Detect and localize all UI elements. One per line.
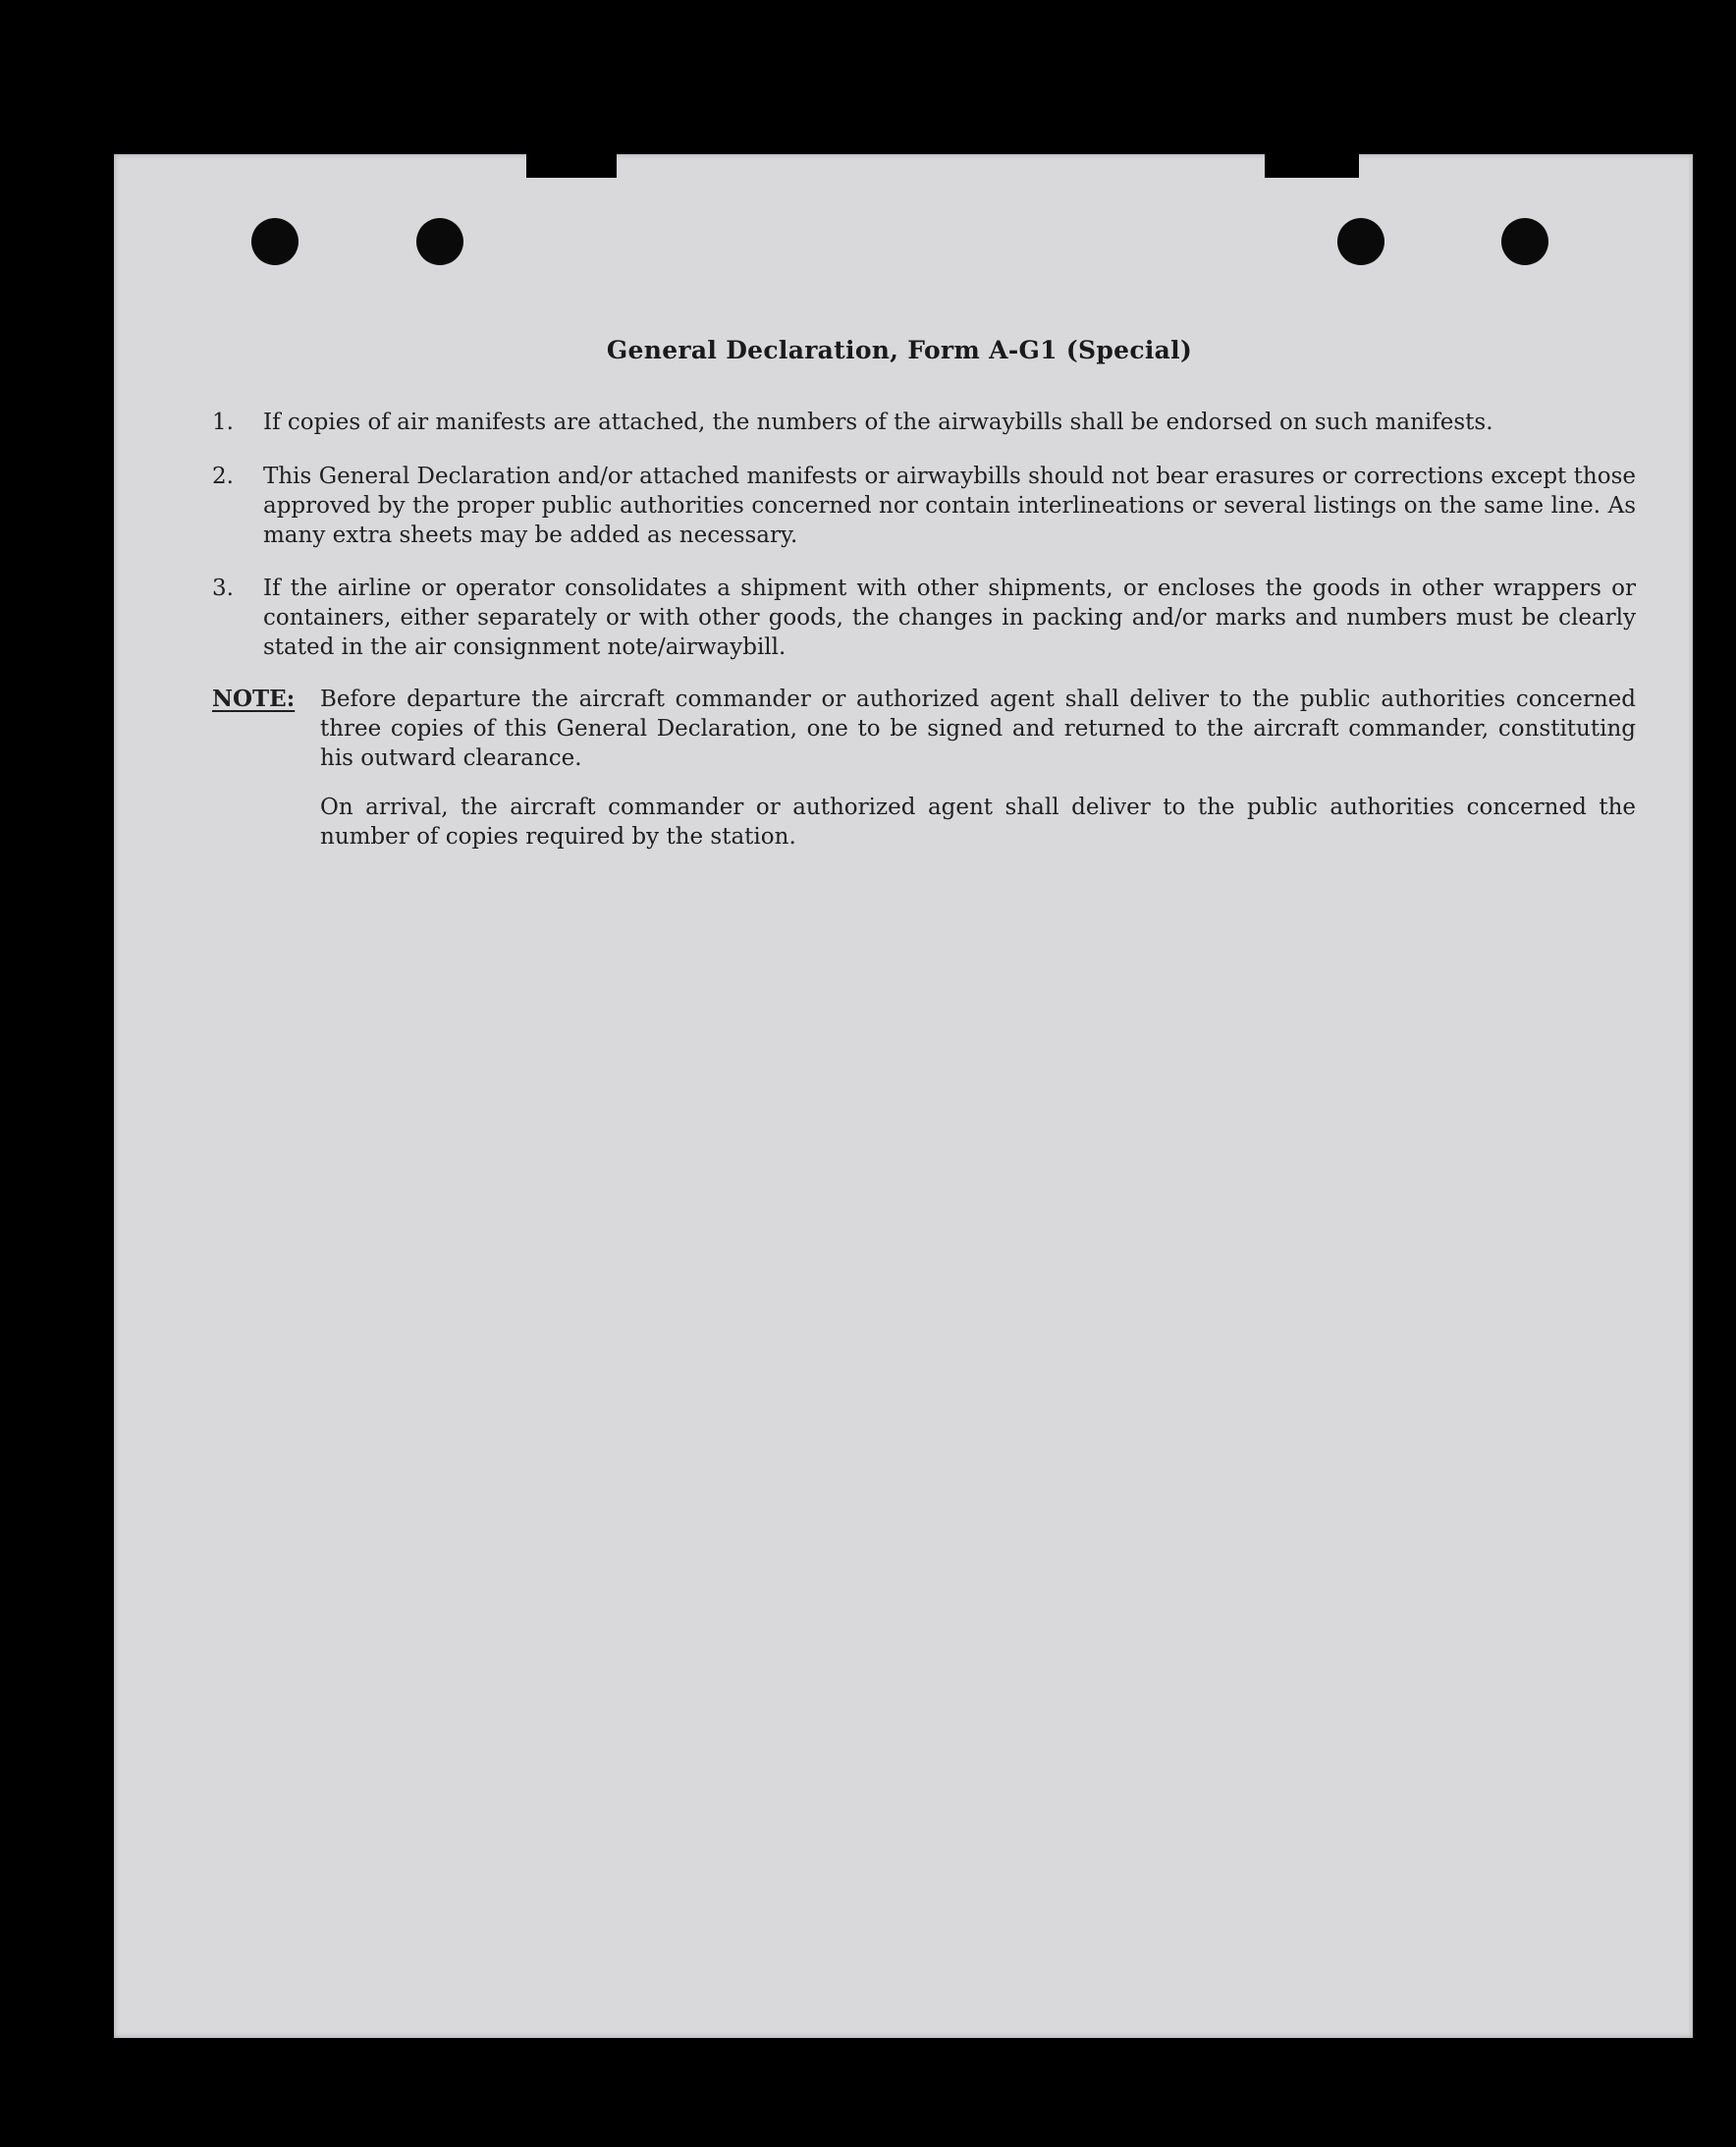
item-number: 3. xyxy=(212,576,234,601)
note-paragraph-1: Before departure the aircraft commander or authorized agent shall deliver to the public authorities concerned three copies of this General Declaration, one to be signed and returned to the aircraft commander, constituting his outward clearance. xyxy=(320,687,1636,771)
page-notch-left xyxy=(526,154,617,178)
note-section xyxy=(212,685,1636,773)
punch-hole xyxy=(251,218,298,265)
punch-hole xyxy=(416,218,463,265)
item-text: If copies of air manifests are attached, the numbers of the airwaybills shall be endorsed on such manifests. xyxy=(263,410,1493,435)
punch-hole xyxy=(1337,218,1384,265)
instruction-item-2 xyxy=(212,462,1636,550)
document-page xyxy=(114,154,1693,2038)
item-text: This General Declaration and/or attached manifests or airwaybills should not bear erasures or corrections except those approved by the proper public authorities concerned nor contain interlineations or several listings on the same line. As many extra sheets may be added as necessary. xyxy=(263,464,1636,548)
punch-hole xyxy=(1501,218,1548,265)
item-text: If the airline or operator consolidates a shipment with other shipments, or encloses the goods in other wrappers or containers, either separately or with other goods, the changes in packing and/or marks and numbers must be clearly stated in the air consignment note/airwaybill. xyxy=(263,576,1636,660)
item-number: 2. xyxy=(212,464,234,489)
page-notch-right xyxy=(1265,154,1359,178)
item-number: 1. xyxy=(212,410,234,435)
instruction-item-1 xyxy=(212,408,1636,437)
instruction-item-3 xyxy=(212,574,1636,662)
document-title: General Declaration, Form A-G1 (Special) xyxy=(606,336,1193,364)
note-paragraph-2: On arrival, the aircraft commander or authorized agent shall deliver to the public authorities concerned the number of copies required by the station. xyxy=(320,795,1636,850)
note-label: NOTE: xyxy=(212,686,296,712)
